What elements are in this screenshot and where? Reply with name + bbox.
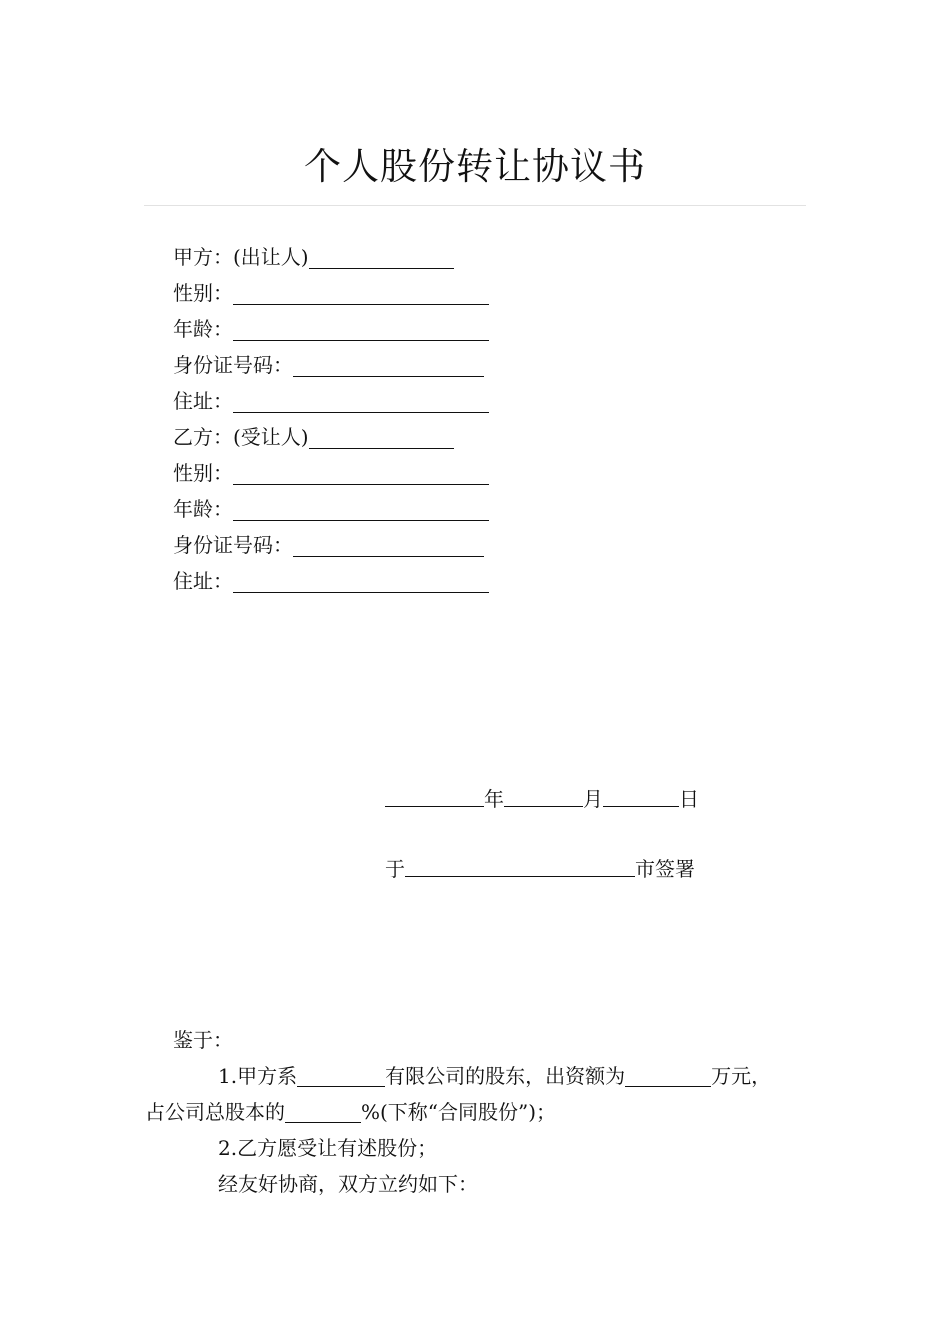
month-blank (504, 780, 583, 807)
signing-date-line (385, 780, 699, 812)
item1-text-d: 占公司总股本的 (145, 1100, 285, 1124)
party-a-age-blank (233, 314, 489, 341)
party-a-gender-label: 性别： (173, 281, 233, 305)
party-a-address-row (173, 382, 489, 418)
title-divider (144, 205, 806, 206)
month-suffix: 月 (583, 787, 603, 811)
party-b-address-row (173, 562, 489, 598)
item1-text-a: 1.甲方系 (218, 1064, 298, 1088)
capital-amount-blank (625, 1064, 711, 1087)
item1-text-b: 有限公司的股东，出资额为 (385, 1064, 626, 1088)
item1-text-c: 万元， (711, 1064, 772, 1088)
party-a-heading-row (173, 238, 489, 274)
party-section (173, 238, 489, 598)
party-b-address-blank (233, 566, 489, 593)
year-suffix: 年 (484, 787, 504, 811)
party-b-heading-row (173, 418, 489, 454)
party-a-age-row (173, 310, 489, 346)
party-a-age-label: 年龄： (173, 317, 233, 341)
place-prefix: 于 (385, 857, 405, 881)
recital-item-2: 2.乙方愿受让有述股份； (218, 1136, 438, 1160)
signing-place-line (385, 850, 695, 882)
party-a-id-blank (293, 350, 484, 377)
party-a-name-blank (309, 242, 454, 269)
party-b-age-blank (233, 494, 489, 521)
party-a-id-row (173, 346, 489, 382)
party-b-gender-label: 性别： (173, 461, 233, 485)
recital-section (145, 1022, 825, 1202)
party-b-id-blank (293, 530, 484, 557)
city-blank (405, 850, 635, 877)
item1-text-e: %(下称“合同股份”)； (361, 1100, 557, 1124)
place-suffix: 市签署 (635, 857, 695, 881)
document-title: 个人股份转让协议书 (304, 145, 646, 188)
party-b-gender-blank (233, 458, 489, 485)
party-a-address-label: 住址： (173, 389, 233, 413)
company-name-blank (297, 1064, 385, 1087)
recital-item-1 (145, 1058, 825, 1094)
party-a-gender-row (173, 274, 489, 310)
party-b-gender-row (173, 454, 489, 490)
party-b-heading: 乙方：(受让人) (173, 425, 309, 449)
year-blank (385, 780, 484, 807)
party-a-address-blank (233, 386, 489, 413)
party-a-id-label: 身份证号码： (173, 353, 293, 377)
day-blank (603, 780, 679, 807)
party-a-heading: 甲方：(出让人) (173, 245, 309, 269)
party-b-id-row (173, 526, 489, 562)
share-percent-blank (285, 1100, 361, 1123)
recital-closing: 经友好协商，双方立约如下： (218, 1172, 478, 1196)
day-suffix: 日 (679, 787, 699, 811)
party-b-name-blank (309, 422, 454, 449)
recital-intro: 鉴于： (173, 1028, 233, 1052)
party-b-age-row (173, 490, 489, 526)
party-b-address-label: 住址： (173, 569, 233, 593)
party-b-age-label: 年龄： (173, 497, 233, 521)
party-b-id-label: 身份证号码： (173, 533, 293, 557)
recital-item-1-continued (145, 1094, 825, 1130)
party-a-gender-blank (233, 278, 489, 305)
